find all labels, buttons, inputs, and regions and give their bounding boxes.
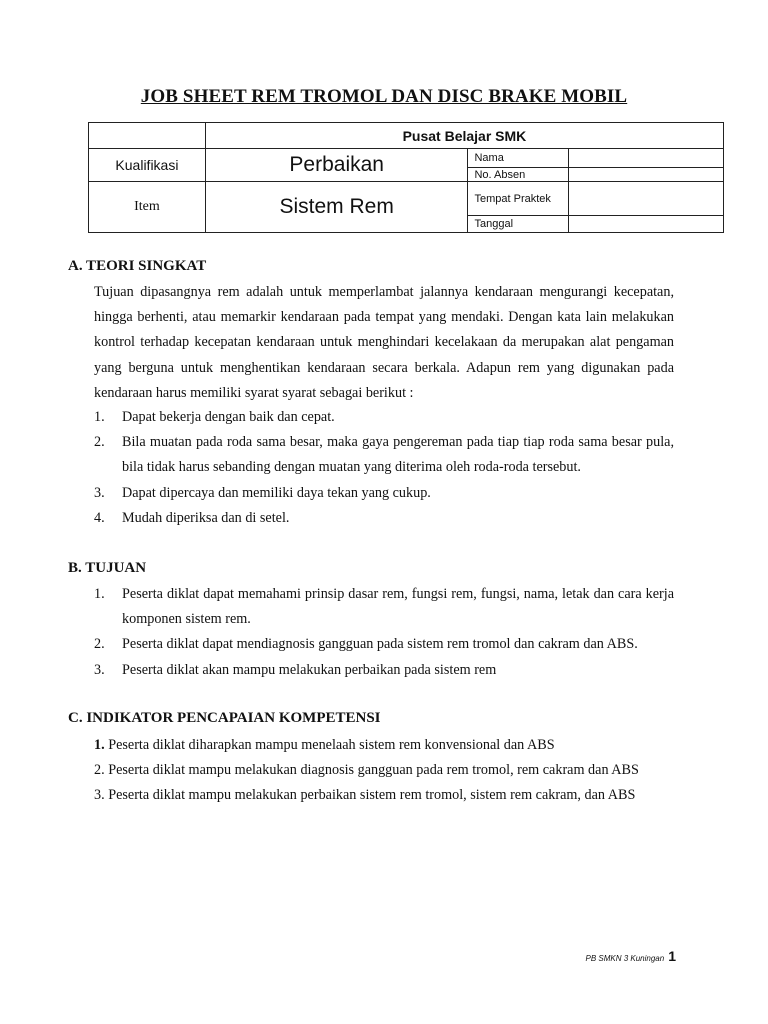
list-item <box>94 758 674 783</box>
field-absen-value <box>569 168 724 182</box>
list-text: Mudah diperiksa dan di setel. <box>122 509 290 526</box>
list-number: 2. <box>94 636 105 653</box>
section-a-list <box>94 405 674 531</box>
list-item <box>94 632 674 657</box>
list-item <box>94 405 674 430</box>
item-label: Item <box>89 182 206 233</box>
field-absen-label: No. Absen <box>468 168 569 182</box>
list-text: Dapat dipercaya dan memiliki daya tekan yang cukup. <box>122 484 431 501</box>
list-item <box>94 582 674 632</box>
field-tanggal-value <box>569 216 724 233</box>
list-number: 2. <box>94 434 105 451</box>
field-nama-value <box>569 149 724 168</box>
section-b-heading: B. TUJUAN <box>68 560 147 576</box>
field-tempat-label: Tempat Praktek <box>468 182 569 216</box>
org-name: Pusat Belajar SMK <box>205 123 723 149</box>
list-number: 1. <box>94 409 105 425</box>
list-text: Peserta diklat akan mampu melakukan perbaikan pada sistem rem <box>122 661 497 678</box>
list-item <box>94 430 674 480</box>
header-empty-cell <box>89 123 206 149</box>
header-table <box>88 122 724 233</box>
section-c-list <box>94 733 674 809</box>
list-text: Peserta diklat diharapkan mampu menelaah sistem rem konvensional dan ABS <box>108 737 555 753</box>
list-number: 1. <box>94 737 105 753</box>
item-value: Sistem Rem <box>205 182 468 233</box>
list-number: 1. <box>94 586 105 602</box>
list-number: 3. <box>94 787 105 804</box>
footer-text: PB SMKN 3 Kuningan <box>585 954 665 963</box>
kualifikasi-value: Perbaikan <box>205 149 468 182</box>
list-text: Peserta diklat dapat memahami prinsip dasar rem, fungsi rem, fungsi, nama, letak dan cara kerja komponen sistem rem. <box>122 586 674 628</box>
section-b-list <box>94 582 674 683</box>
list-text: Dapat bekerja dengan baik dan cepat. <box>122 409 335 425</box>
section-a-heading: A. TEORI SINGKAT <box>68 258 207 274</box>
field-nama-label: Nama <box>468 149 569 168</box>
list-item <box>94 506 674 531</box>
list-text: Peserta diklat mampu melakukan perbaikan sistem rem tromol, sistem rem cakram, dan ABS <box>108 787 636 804</box>
section-c-heading: C. INDIKATOR PENCAPAIAN KOMPETENSI <box>68 710 381 726</box>
list-number: 4. <box>94 509 105 526</box>
page-number: 1 <box>668 948 676 964</box>
list-number: 2. <box>94 762 105 779</box>
field-tempat-value <box>569 182 724 216</box>
page-footer <box>585 948 676 964</box>
list-text: Peserta diklat mampu melakukan diagnosis gangguan pada rem tromol, rem cakram dan ABS <box>108 762 639 779</box>
list-item <box>94 733 674 758</box>
field-tanggal-label: Tanggal <box>468 216 569 233</box>
list-number: 3. <box>94 661 105 678</box>
list-item <box>94 783 674 808</box>
section-a-paragraph: Tujuan dipasangnya rem adalah untuk memperlambat jalannya kendaraan mengurangi kecepatan, hingga berhenti, atau memarkir kendaraan pada tempat yang mendaki. Dengan kata lain melakukan kontrol terhadap kecepatan kendaraan untuk menghindari kecelakaan da merupakan alat pengaman yang berguna untuk menghentikan kendaraan secara berkala. Adapun rem yang digunakan pada kendaraan harus memiliki syarat syarat sebagai berikut : <box>94 284 674 401</box>
list-item <box>94 658 674 683</box>
list-number: 3. <box>94 484 105 501</box>
kualifikasi-label: Kualifikasi <box>89 149 206 182</box>
document-title: JOB SHEET REM TROMOL DAN DISC BRAKE MOBIL <box>140 86 628 107</box>
list-text: Peserta diklat dapat mendiagnosis gangguan pada sistem rem tromol dan cakram dan ABS. <box>122 636 638 653</box>
list-text: Bila muatan pada roda sama besar, maka gaya pengereman pada tiap tiap roda sama besar pula, bila tidak harus sebanding dengan muatan yang diterima oleh roda-roda tersebut. <box>122 434 674 476</box>
list-item <box>94 481 674 506</box>
